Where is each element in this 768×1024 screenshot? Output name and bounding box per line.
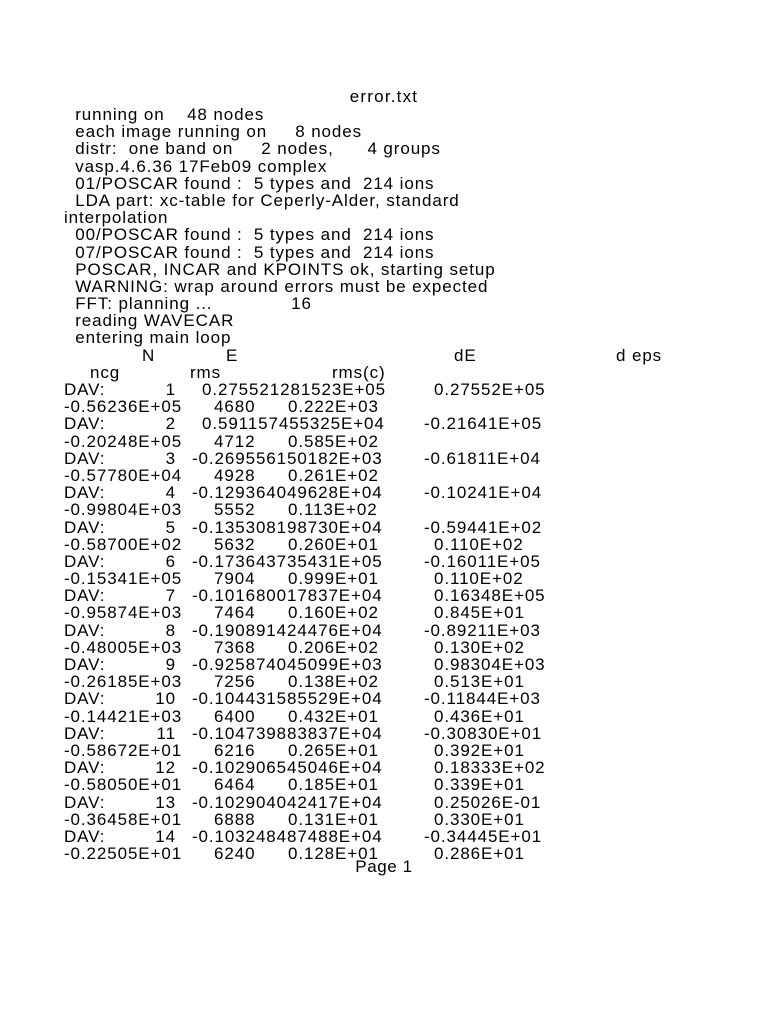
log-line: POSCAR, INCAR and KPOINTS ok, starting setup [64,259,496,279]
dav-iteration: 3 [165,448,176,468]
dav-rms: 0.113E+02 [288,500,378,520]
dav-energy: -0.102906545046E+04 [192,758,383,778]
dav-line-energy [64,415,754,432]
header-n: N [142,345,156,365]
table-row [64,725,754,759]
dav-line-residual [64,536,754,553]
dav-ncg: 6216 [214,740,256,760]
dav-line-energy [64,381,754,398]
dav-delta-e: 0.25026E-01 [434,792,542,812]
table-row [64,450,754,484]
dav-label: DAV: [64,551,106,571]
dav-delta-e: -0.61811E+04 [424,448,541,468]
dav-rms: 0.999E+01 [288,569,379,589]
dav-line-residual [64,501,754,518]
header-rmsc: rms(c) [332,362,386,382]
dav-line-energy [64,656,754,673]
log-line: each image running on 8 nodes [64,122,363,142]
table-row [64,484,754,518]
document-title: error.txt [349,87,419,106]
dav-label: DAV: [64,483,106,503]
dav-energy: -0.925874045099E+03 [192,655,383,674]
dav-label: DAV: [64,414,106,434]
dav-rms-c: 0.286E+01 [434,844,525,864]
dav-ncg: 6464 [214,775,256,795]
table-row [64,381,754,415]
dav-iteration: 7 [165,586,176,606]
dav-delta-eps: -0.58700E+02 [64,534,183,554]
dav-line-energy [64,484,754,501]
dav-line-residual [64,570,754,587]
dav-iteration: 2 [165,414,176,434]
dav-ncg: 7368 [214,637,256,657]
dav-delta-eps: -0.20248E+05 [64,431,183,451]
log-line: entering main loop [64,328,232,348]
dav-label: DAV: [64,758,106,778]
log-line: WARNING: wrap around errors must be expected [64,276,489,296]
log-line: distr: one band on 2 nodes, 4 groups [64,139,441,159]
dav-delta-eps: -0.22505E+01 [64,844,183,864]
dav-line-energy [64,794,754,811]
page-number: Page 1 [355,857,413,876]
table-row [64,690,754,724]
dav-rms-c: 0.513E+01 [434,672,525,692]
header-e: E [226,345,239,365]
dav-energy: -0.129364049628E+04 [192,483,383,503]
dav-energy: 0.275521281523E+05 [202,380,387,399]
dav-rms: 0.432E+01 [288,706,379,726]
dav-delta-eps: -0.57780E+04 [64,465,183,485]
dav-energy: -0.173643735431E+05 [192,551,383,571]
log-line: reading WAVECAR [64,311,235,331]
dav-line-residual [64,398,754,415]
log-line: 00/POSCAR found : 5 types and 214 ions [64,225,435,245]
dav-delta-e: -0.10241E+04 [424,483,543,503]
log-line: 01/POSCAR found : 5 types and 214 ions [64,173,435,193]
dav-energy: -0.102904042417E+04 [192,792,383,812]
dav-rms: 0.160E+02 [288,603,379,623]
dav-line-energy [64,622,754,639]
dav-energy: -0.104431585529E+04 [192,689,383,709]
dav-rms: 0.185E+01 [288,775,379,795]
dav-delta-eps: -0.15341E+05 [64,569,183,589]
dav-rms-c: 0.339E+01 [434,775,525,795]
dav-ncg: 7904 [214,569,256,589]
dav-label: DAV: [64,620,106,640]
dav-delta-eps: -0.14421E+03 [64,706,183,726]
log-body [64,106,754,862]
dav-delta-e: -0.16011E+05 [424,551,541,571]
dav-line-residual [64,776,754,793]
dav-rms: 0.131E+01 [288,809,379,829]
dav-rms-c: 0.110E+02 [434,534,524,554]
table-row [64,587,754,621]
log-line: 07/POSCAR found : 5 types and 214 ions [64,242,435,262]
dav-iteration: 10 [155,689,176,709]
table-header-row-1 [64,347,754,364]
dav-delta-eps: -0.58050E+01 [64,775,183,795]
dav-ncg: 6240 [214,844,256,864]
dav-label: DAV: [64,448,106,468]
table-row [64,622,754,656]
table-row [64,519,754,553]
dav-energy: -0.104739883837E+04 [192,723,383,743]
dav-line-residual [64,639,754,656]
dav-line-residual [64,742,754,759]
dav-energy: -0.190891424476E+04 [192,620,383,640]
log-lines [64,106,754,347]
dav-label: DAV: [64,517,106,537]
dav-energy: -0.269556150182E+03 [192,448,383,468]
dav-label: DAV: [64,826,106,846]
table-row [64,553,754,587]
dav-rms-c: 0.392E+01 [434,740,525,760]
dav-ncg: 5632 [214,534,256,554]
dav-delta-eps: -0.36458E+01 [64,809,183,829]
log-line: LDA part: xc-table for Ceperly-Alder, standard [64,190,460,210]
dav-delta-e: -0.11844E+03 [424,689,541,709]
dav-rms: 0.128E+01 [288,844,379,864]
dav-rms-c: 0.845E+01 [434,603,525,623]
dav-line-energy [64,450,754,467]
dav-line-energy [64,828,754,845]
dav-delta-e: -0.30830E+01 [424,723,543,743]
dav-line-energy [64,690,754,707]
dav-rms: 0.265E+01 [288,740,379,760]
dav-rms: 0.585E+02 [288,431,379,451]
table-row [64,794,754,828]
dav-rms-c: 0.110E+02 [434,569,524,589]
dav-delta-eps: -0.26185E+03 [64,672,183,692]
dav-line-energy [64,725,754,742]
dav-iteration: 1 [165,380,176,399]
dav-delta-e: 0.16348E+05 [434,586,546,606]
dav-label: DAV: [64,380,106,399]
dav-iteration: 6 [165,551,176,571]
dav-energy: 0.591157455325E+04 [202,414,385,434]
header-deps: d eps [616,345,663,365]
dav-ncg: 4928 [214,465,256,485]
dav-label: DAV: [64,689,106,709]
dav-line-residual [64,811,754,828]
dav-iteration: 8 [165,620,176,640]
header-ncg: ncg [90,362,121,382]
dav-iteration: 9 [165,655,176,674]
dav-iteration: 13 [155,792,176,812]
dav-iteration: 4 [165,483,176,503]
dav-delta-e: -0.89211E+03 [424,620,541,640]
dav-table [64,381,754,862]
dav-label: DAV: [64,792,106,812]
dav-delta-eps: -0.56236E+05 [64,397,183,417]
dav-line-residual [64,673,754,690]
table-row [64,415,754,449]
dav-delta-e: 0.18333E+02 [434,758,546,778]
dav-ncg: 4712 [214,431,256,451]
dav-rms-c: 0.436E+01 [434,706,525,726]
dav-delta-eps: -0.99804E+03 [64,500,183,520]
dav-line-energy [64,519,754,536]
dav-energy: -0.103248487488E+04 [192,826,383,846]
dav-rms: 0.138E+02 [288,672,379,692]
dav-line-energy [64,759,754,776]
dav-delta-e: 0.98304E+03 [434,655,546,674]
log-line: running on 48 nodes [64,105,265,124]
log-line: vasp.4.6.36 17Feb09 complex [64,156,328,176]
dav-delta-e: -0.34445E+01 [424,826,543,846]
dav-ncg: 4680 [214,397,256,417]
dav-ncg: 6888 [214,809,256,829]
dav-ncg: 7464 [214,603,256,623]
dav-label: DAV: [64,723,106,743]
dav-energy: -0.135308198730E+04 [192,517,383,537]
table-row [64,656,754,690]
dav-iteration: 5 [165,517,176,537]
dav-delta-e: -0.59441E+02 [424,517,543,537]
dav-line-residual [64,604,754,621]
dav-iteration: 11 [156,723,176,743]
dav-label: DAV: [64,655,106,674]
log-line: FFT: planning ... 16 [64,294,312,314]
dav-rms: 0.222E+03 [288,397,379,417]
dav-rms: 0.206E+02 [288,637,379,657]
log-line: interpolation [64,208,169,228]
dav-delta-e: 0.27552E+05 [434,380,546,399]
dav-ncg: 6400 [214,706,256,726]
dav-energy: -0.101680017837E+04 [192,586,383,606]
dav-line-energy [64,553,754,570]
table-header-row-2 [64,364,754,381]
dav-iteration: 12 [155,758,176,778]
dav-delta-eps: -0.48005E+03 [64,637,183,657]
dav-line-energy [64,587,754,604]
dav-line-residual [64,708,754,725]
dav-rms-c: 0.330E+01 [434,809,525,829]
dav-label: DAV: [64,586,106,606]
dav-delta-e: -0.21641E+05 [424,414,543,434]
dav-rms-c: 0.130E+02 [434,637,525,657]
dav-ncg: 7256 [214,672,256,692]
dav-iteration: 14 [155,826,176,846]
dav-delta-eps: -0.58672E+01 [64,740,183,760]
dav-ncg: 5552 [214,500,256,520]
table-row [64,759,754,793]
dav-delta-eps: -0.95874E+03 [64,603,183,623]
dav-line-residual [64,433,754,450]
dav-rms: 0.260E+01 [288,534,379,554]
header-rms: rms [190,362,222,382]
header-de: dE [454,345,477,365]
dav-line-residual [64,467,754,484]
dav-rms: 0.261E+02 [288,465,379,485]
